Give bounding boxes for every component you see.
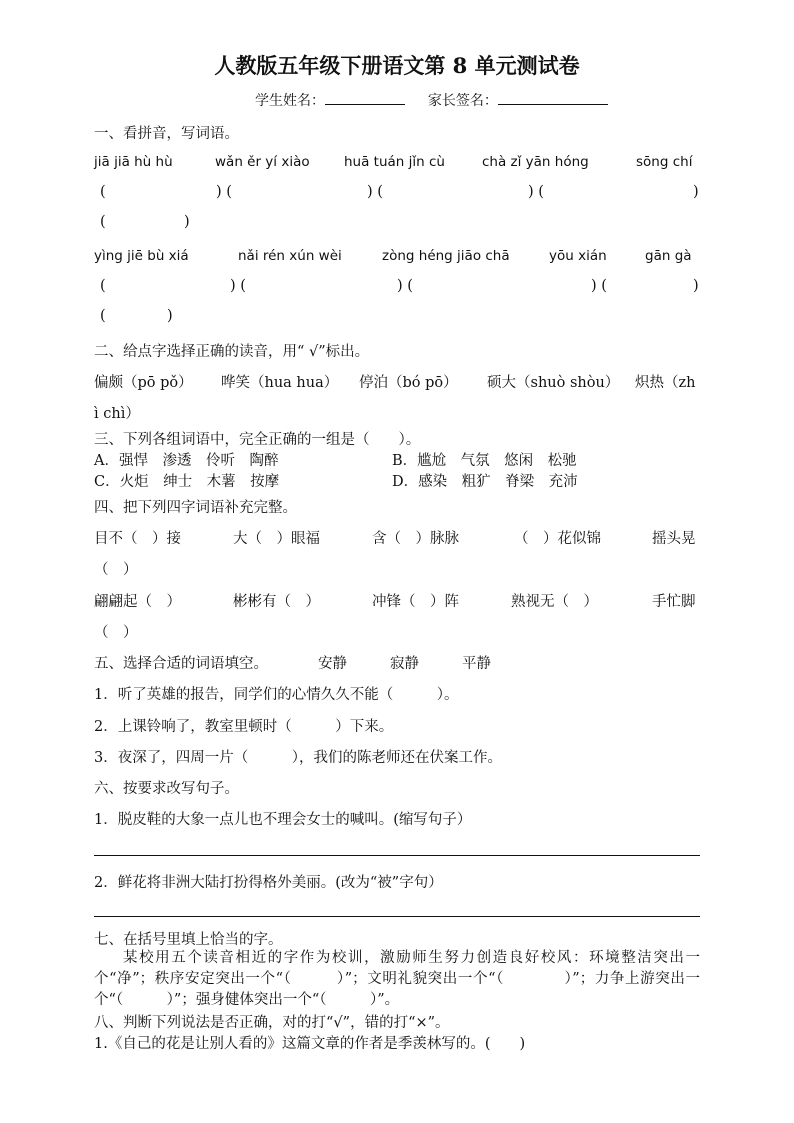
section-1-heading: 一、看拼音，写词语。 <box>94 126 239 142</box>
section-3-heading: 三、下列各组词语中，完全正确的一组是（ ）。 <box>94 432 421 448</box>
idiom-item[interactable]: 翩翩起（ ） <box>94 594 181 610</box>
signature-line <box>255 90 608 110</box>
pinyin-1-2: wǎn ěr yí xiào <box>215 154 310 170</box>
pinyin-2-4: yōu xián <box>549 248 607 264</box>
answer-paren-close: ) ( <box>528 184 544 200</box>
answer-paren-close: ) <box>184 214 190 230</box>
section-7-paragraph[interactable]: 某校用五个读音相近的字作为校训，激励师生努力创造良好校风：环境整洁突出一个“净”；秩序安定突出一个“（ ）”；文明礼貌突出一个“（ ）”；力争上游突出一个“（ ）”；强身健体突出一个“（ ）”。 <box>94 950 700 1008</box>
judge-question-1[interactable]: 1.《自己的花是让别人看的》这篇文章的作者是季羡林写的。( ) <box>94 1036 526 1052</box>
pinyin-2-3: zòng héng jiāo chā <box>382 248 510 264</box>
pronunciation-item[interactable]: 炽热（zh <box>635 375 696 391</box>
answer-paren-close: ) <box>693 184 699 200</box>
section-2-heading: 二、给点字选择正确的读音，用“ √”标出。 <box>94 344 370 360</box>
pinyin-2-2: nǎi rén xún wèi <box>238 248 342 264</box>
answer-paren-close: ) <box>167 308 173 324</box>
pinyin-1-3: huā tuán jǐn cù <box>344 154 445 170</box>
section-8-heading: 八、判断下列说法是否正确，对的打“√”，错的打“×”。 <box>94 1015 450 1031</box>
idiom-item[interactable]: 含（ ）脉脉 <box>372 531 459 547</box>
answer-paren-close: ) ( <box>230 278 246 294</box>
answer-paren-open[interactable]: ( <box>100 214 106 230</box>
page-title: 人教版五年级下册语文第 8 单元测试卷 <box>214 53 580 78</box>
choice-d[interactable]: D．感染 粗犷 脊梁 充沛 <box>392 474 578 490</box>
word-option: 寂静 <box>390 656 419 672</box>
idiom-item[interactable]: （ ）花似锦 <box>514 531 601 547</box>
rewrite-question-1: 1．脱皮鞋的大象一点儿也不理会女士的喊叫。(缩写句子） <box>94 812 472 828</box>
pinyin-1-5: sōng chí <box>636 154 693 170</box>
word-option: 安静 <box>318 656 347 672</box>
idiom-item[interactable]: 大（ ）眼福 <box>233 531 320 547</box>
pronunciation-item[interactable]: 硕大（shuò shòu） <box>487 375 620 391</box>
choice-c[interactable]: C．火炬 绅士 木薯 按摩 <box>94 474 280 490</box>
answer-paren-open[interactable]: ( <box>100 184 106 200</box>
idiom-item[interactable]: 目不（ ）接 <box>94 531 181 547</box>
pronunciation-item[interactable]: 哗笑（hua hua） <box>221 375 339 391</box>
answer-line-2[interactable] <box>94 916 700 917</box>
answer-paren-close: ) ( <box>367 184 383 200</box>
idiom-item[interactable]: 冲锋（ ）阵 <box>372 594 459 610</box>
section-6-heading: 六、按要求改写句子。 <box>94 781 239 797</box>
pinyin-2-1: yìng jiē bù xiá <box>94 248 189 264</box>
pinyin-2-5: gān gà <box>645 248 692 264</box>
idiom-item[interactable]: 摇头晃 <box>652 531 696 547</box>
idiom-item-wrap[interactable]: （ ） <box>94 625 138 641</box>
pronunciation-item-wrap: ì chì） <box>94 406 140 422</box>
fill-question-2[interactable]: 2．上课铃响了，教室里顿时（ ）下来。 <box>94 719 394 735</box>
choice-a[interactable]: A．强悍 渗透 伶听 陶醉 <box>94 453 279 469</box>
section-5-heading: 五、选择合适的词语填空。 <box>94 656 268 672</box>
pronunciation-item[interactable]: 偏颇（pō pǒ） <box>94 375 193 391</box>
answer-paren-close: ) <box>693 278 699 294</box>
idiom-item[interactable]: 手忙脚 <box>652 594 696 610</box>
pronunciation-item[interactable]: 停泊（bó pō） <box>359 375 458 391</box>
answer-paren-open[interactable]: ( <box>100 308 106 324</box>
fill-question-3[interactable]: 3．夜深了，四周一片（ ），我们的陈老师还在伏案工作。 <box>94 750 502 766</box>
pinyin-1-4: chà zǐ yān hóng <box>482 154 589 170</box>
section-7-heading: 七、在括号里填上恰当的字。 <box>94 932 283 948</box>
pinyin-1-1: jiā jiā hù hù <box>94 154 173 170</box>
idiom-item[interactable]: 熟视无（ ） <box>511 594 598 610</box>
idiom-item-wrap[interactable]: （ ） <box>94 562 138 578</box>
section-4-heading: 四、把下列四字词语补充完整。 <box>94 500 297 516</box>
student-name-blank[interactable] <box>325 90 405 105</box>
word-option: 平静 <box>462 656 491 672</box>
parent-signature-label: 家长签名： <box>427 93 498 109</box>
answer-paren-close: ) ( <box>591 278 607 294</box>
answer-paren-close: ) ( <box>216 184 232 200</box>
answer-paren-close: ) ( <box>397 278 413 294</box>
answer-line-1[interactable] <box>94 855 700 856</box>
student-name-label: 学生姓名： <box>255 93 325 109</box>
fill-question-1[interactable]: 1．听了英雄的报告，同学们的心情久久不能（ ）。 <box>94 687 459 703</box>
idiom-item[interactable]: 彬彬有（ ） <box>233 594 320 610</box>
answer-paren-open[interactable]: ( <box>100 278 106 294</box>
choice-b[interactable]: B．尴尬 气氛 悠闲 松驰 <box>392 453 577 469</box>
rewrite-question-2: 2．鲜花将非洲大陆打扮得格外美丽。(改为“被”字句） <box>94 875 443 891</box>
parent-signature-blank[interactable] <box>498 90 608 105</box>
